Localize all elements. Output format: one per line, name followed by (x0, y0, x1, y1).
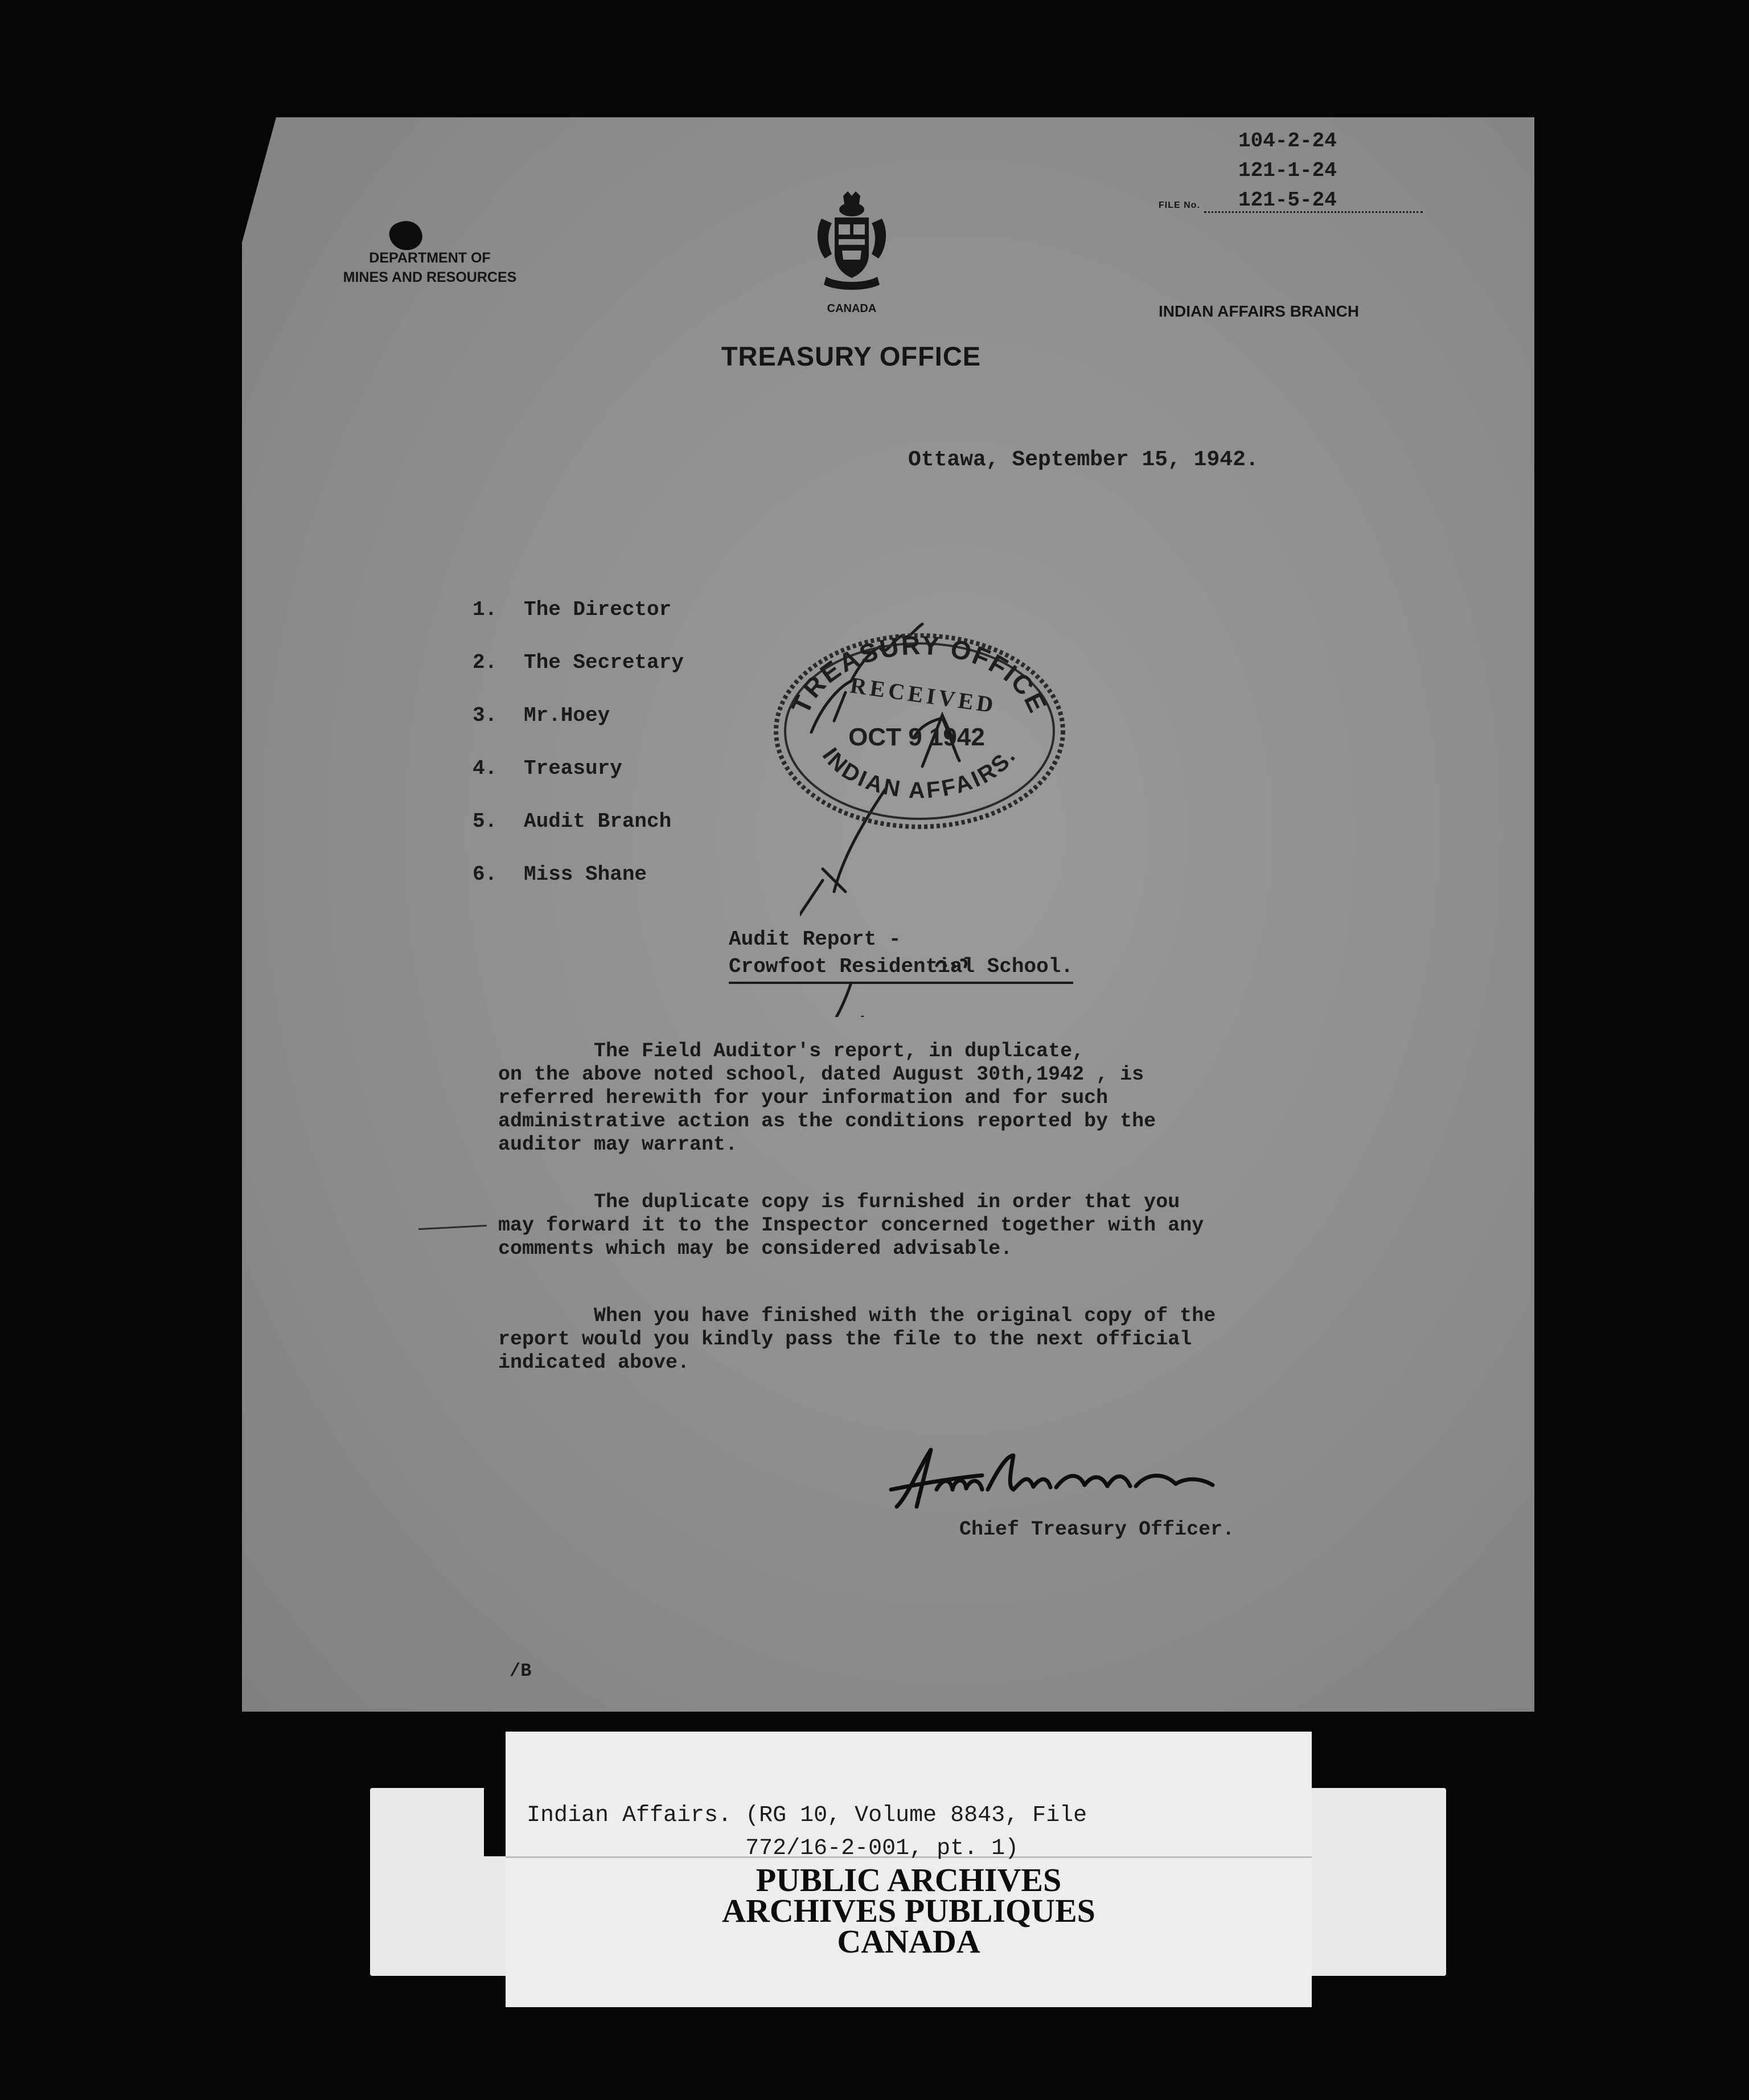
folded-corner (242, 117, 276, 243)
recipient-name: Mr.Hoey (524, 704, 610, 727)
office-title: TREASURY OFFICE (721, 341, 982, 371)
department-line: MINES AND RESOURCES (343, 269, 517, 285)
department-heading (305, 248, 555, 287)
citation-line: Indian Affairs. (RG 10, Volume 8843, File (527, 1803, 1087, 1828)
coat-of-arms-icon (809, 191, 894, 294)
paragraph: The duplicate copy is furnished in order that you may forward it to the Inspector concerned together with any comments which may be considered advisable. (498, 1191, 1204, 1260)
recipient-number: 6. (473, 863, 498, 886)
recipient-name: Audit Branch (524, 810, 672, 833)
stamp-received-text: RECEIVED (848, 672, 999, 718)
crest-caption: CANADA (827, 302, 877, 315)
stamp-top-text: TREASURY OFFICE (785, 631, 1054, 719)
document-page (242, 117, 1534, 1712)
file-number: 121-5-24 (1238, 188, 1337, 212)
typist-reference: /B (510, 1660, 532, 1681)
branch-heading: INDIAN AFFAIRS BRANCH (1159, 302, 1360, 320)
received-stamp (771, 631, 1068, 831)
recipient-number: 3. (473, 704, 498, 727)
recipient-name: Treasury (524, 757, 622, 780)
recipient-name: The Secretary (524, 651, 684, 674)
file-numbers (1238, 126, 1337, 215)
subject-line: Audit Report - (729, 928, 901, 951)
recipient-number: 4. (473, 757, 498, 780)
recipient-item (473, 583, 684, 636)
file-no-label: FILE No. (1159, 200, 1200, 210)
archive-name-line: ARCHIVES PUBLIQUES (722, 1892, 1095, 1929)
letter-date: Ottawa, September 15, 1942. (908, 448, 1259, 472)
file-number: 104-2-24 (1238, 129, 1337, 153)
recipient-number: 2. (473, 651, 498, 674)
recipient-number: 5. (473, 810, 498, 833)
recipient-name: The Director (524, 598, 672, 621)
recipient-item (473, 689, 684, 742)
recipient-list (473, 583, 684, 901)
subject-line-underlined: Crowfoot Residential School. (729, 953, 1073, 984)
paragraph: When you have finished with the original copy of the report would you kindly pass the file to the next official indicated above. (498, 1305, 1216, 1374)
stamp-date: OCT 9 1942 (848, 723, 985, 751)
recipient-item (473, 848, 684, 901)
file-no-dotted-line (1204, 211, 1423, 213)
archive-name (506, 1861, 1312, 1960)
archive-citation (527, 1799, 1087, 1865)
recipient-item (473, 636, 684, 689)
stamp-bottom-text: INDIAN AFFAIRS. (817, 743, 1022, 803)
archive-name-line: PUBLIC ARCHIVES (756, 1861, 1062, 1898)
recipient-item (473, 742, 684, 795)
citation-line: 772/16-2-001, pt. 1) (527, 1836, 1019, 1861)
paragraph: The Field Auditor's report, in duplicate, on the above noted school, dated August 30th,1942 , is referred herewith for your information and for such administrative action as the conditions reported by the auditor may warrant. (498, 1040, 1156, 1156)
svg-text:INDIAN AFFAIRS. (818, 744, 1021, 803)
recipient-number: 1. (473, 598, 498, 621)
recipient-item (473, 795, 684, 848)
signer-title: Chief Treasury Officer. (959, 1518, 1235, 1541)
archive-name-line: CANADA (837, 1923, 980, 1960)
handwritten-signature (885, 1433, 1227, 1518)
letter-subject (729, 926, 1073, 984)
recipient-name: Miss Shane (524, 863, 647, 886)
file-number: 121-1-24 (1238, 159, 1337, 182)
department-line: DEPARTMENT OF (369, 250, 491, 266)
margin-pencil-mark (418, 1225, 487, 1230)
